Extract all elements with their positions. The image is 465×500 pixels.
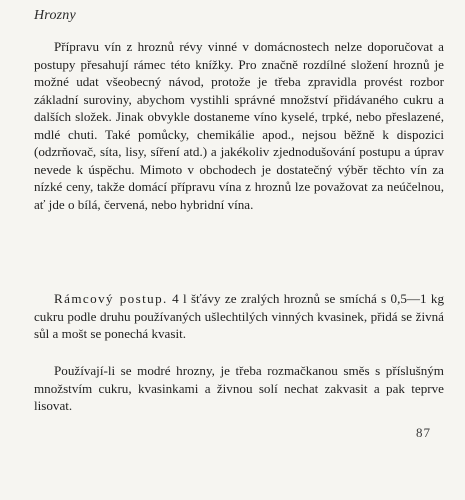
section-heading: Hrozny [34, 8, 76, 23]
procedure-lead: Rámcový postup. [54, 291, 168, 306]
paragraph-procedure [34, 290, 444, 343]
paragraph-blue-grapes [34, 362, 444, 415]
paragraph-intro [34, 38, 444, 213]
paragraph-intro-text: Přípravu vín z hroznů révy vinné v domácnostech nelze doporučovat a postupy přesahují rámec této knížky. Pro značně rozdílné složení hroznů je možné udat všeobecný návod, protože je třeba zpravidla provést rozbor základní suroviny, abychom vystihli správné množství přidávaného cukru a dalších složek. Jinak obvykle dostaneme víno kyselé, trpké, nebo přeslazené, mdlé chuti. Také pomůcky, chemikálie apod., nejsou běžně k dispozici (odzrňovač, síta, lisy, síření atd.) a jakékoliv zjednodušování postupu a úprav nevede k úspěchu. Mimoto v obchodech je dostatečný výběr těchto vín za nízké ceny, takže domácí přípravu vína z hroznů lze považovat za neúčelnou, ať jde o bílá, červená, nebo hybridní vína. [34, 39, 444, 212]
page-number: 87 [416, 425, 431, 440]
blue-grapes-text: Používají-li se modré hrozny, je třeba rozmačkanou směs s příslušným množstvím cukru, kvasinkami a živnou solí nechat zakvasit a pak teprve lisovat. [34, 363, 444, 413]
procedure-text: 4 l šťávy ze zralých hroznů se smíchá s 0,5—1 kg cukru podle druhu používaných ušlechtilých vinných kvasinek, přidá se živná sůl a mošt se ponechá kvasit. [34, 291, 444, 341]
